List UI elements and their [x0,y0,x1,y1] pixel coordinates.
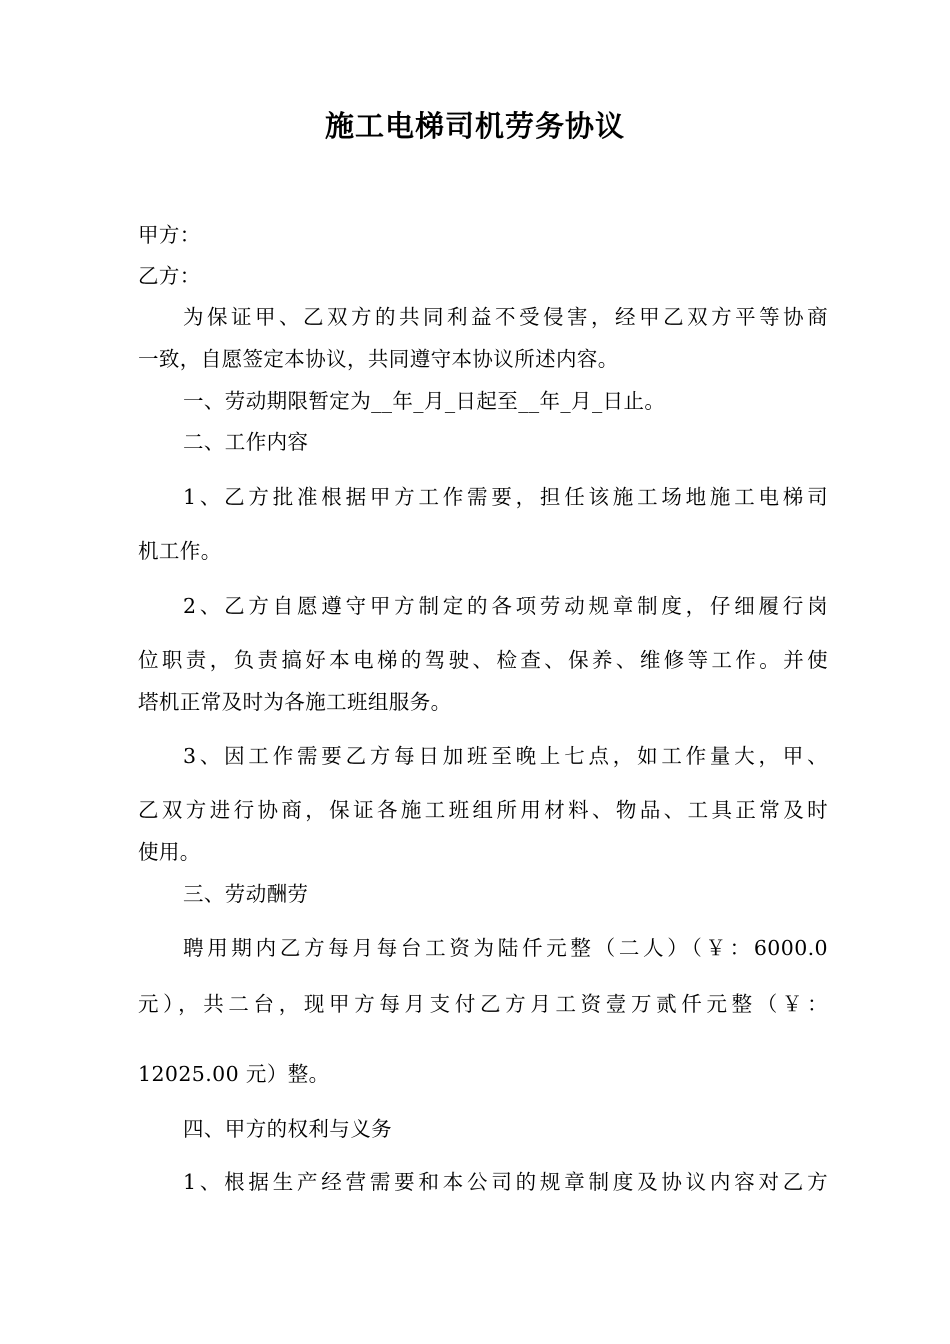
wage-line-1: 聘用期内乙方每月每台工资为陆仟元整（二人）（￥：6000.0 [183,936,828,960]
party-a-line: 甲方： [138,223,201,247]
clause-2-1-line-2: 机工作。 [138,539,222,563]
clause-2-2-line-1: 2、乙方自愿遵守甲方制定的各项劳动规章制度，仔细履行岗 [183,594,828,618]
preamble-line-2: 一致，自愿签定本协议，共同遵守本协议所述内容。 [138,347,619,371]
section-1-term: 一、劳动期限暂定为__年_月_日起至__年_月_日止。 [183,389,666,413]
clause-4-1-line-1: 1、根据生产经营需要和本公司的规章制度及协议内容对乙方 [183,1170,828,1194]
clause-2-3-line-3: 使用。 [138,840,201,864]
section-3-heading: 三、劳动酬劳 [183,882,309,906]
document-title: 施工电梯司机劳务协议 [324,109,625,143]
clause-2-3-line-1: 3、因工作需要乙方每日加班至晚上七点，如工作量大，甲、 [183,744,828,768]
clause-2-2-line-2: 位职责，负责搞好本电梯的驾驶、检查、保养、维修等工作。并使 [138,648,828,672]
wage-line-3: 12025.00 元）整。 [138,1062,330,1086]
section-4-heading: 四、甲方的权利与义务 [183,1117,392,1141]
preamble-line-1: 为保证甲、乙双方的共同利益不受侵害，经甲乙双方平等协商 [183,305,828,329]
section-2-heading: 二、工作内容 [183,430,309,454]
wage-line-2: 元），共二台，现甲方每月支付乙方月工资壹万贰仟元整（￥： [138,992,828,1016]
clause-2-1-line-1: 1、乙方批准根据甲方工作需要，担任该施工场地施工电梯司 [183,485,828,509]
party-b-line: 乙方： [138,264,201,288]
clause-2-2-line-3: 塔机正常及时为各施工班组服务。 [138,690,452,714]
clause-2-3-line-2: 乙双方进行协商，保证各施工班组所用材料、物品、工具正常及时 [138,798,828,822]
